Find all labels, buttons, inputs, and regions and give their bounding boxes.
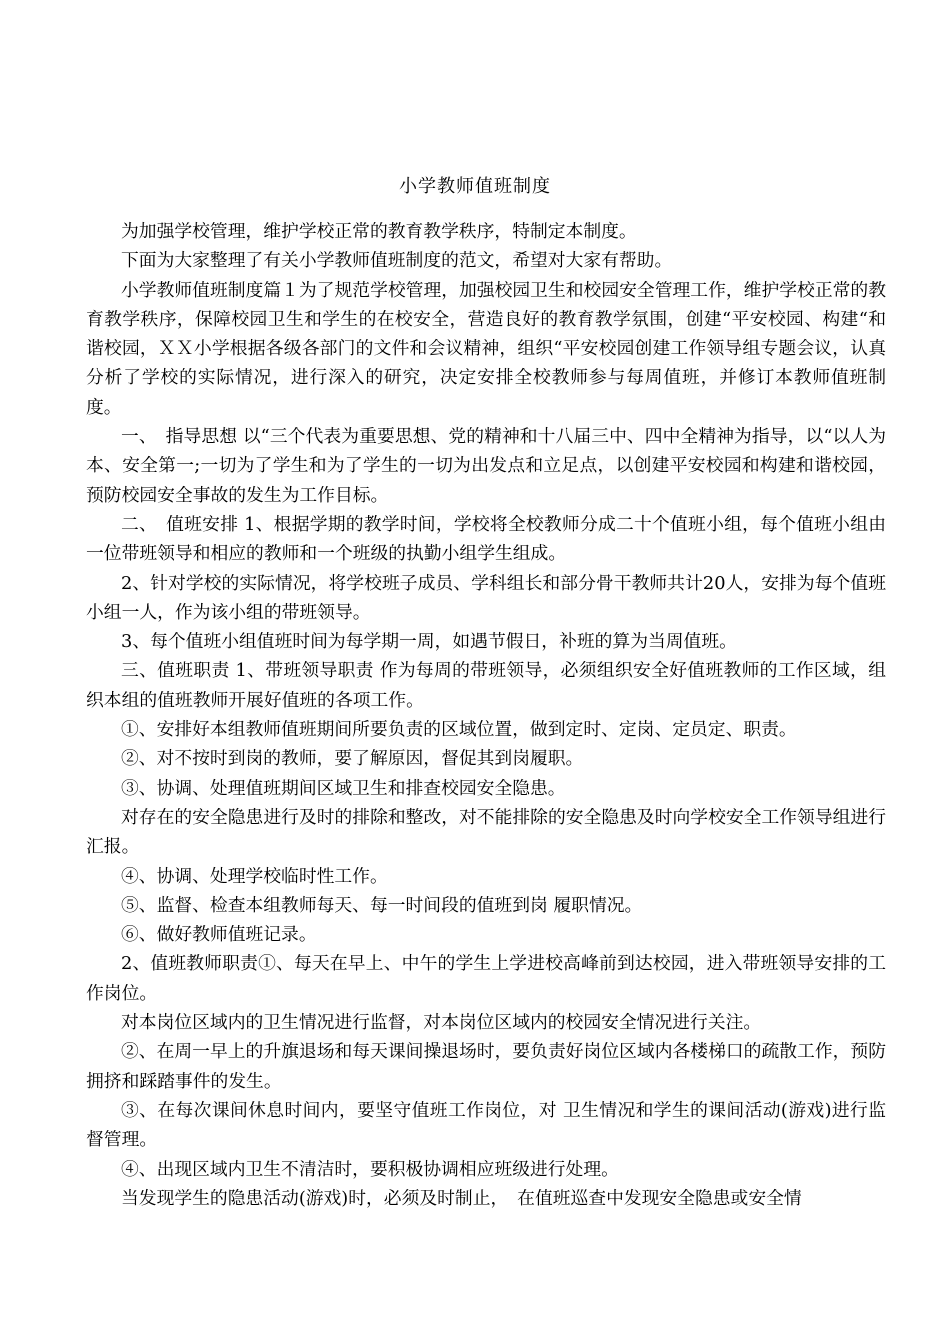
- paragraph: ④、出现区域内卫生不清洁时，要积极协调相应班级进行处理。: [121, 1158, 619, 1180]
- paragraph: ②、在周一早上的升旗退场和每天课间操退场时，要负责好岗位区域内各楼梯口的疏散工作，预防拥挤和踩踏事件的发生。: [86, 1041, 886, 1092]
- paragraph: 2、针对学校的实际情况，将学校班子成员、学科组长和部分骨干教师共计20人，安排为每个值班小组一人，作为该小组的带班领导。: [86, 572, 886, 623]
- paragraph: 为加强学校管理，维护学校正常的教育教学秩序，特制定本制度。: [121, 221, 637, 242]
- paragraph: ③、在每次课间休息时间内，要坚守值班工作岗位，对 卫生情况和学生的课间活动(游戏)进行监督管理。: [86, 1099, 886, 1151]
- paragraph: ②、对不按时到岗的教师，要了解原因，督促其到岗履职。: [121, 748, 584, 770]
- paragraph: 对本岗位区域内的卫生情况进行监督，对本岗位区域内的校园安全情况进行关注。: [121, 1012, 762, 1034]
- document-body: [86, 217, 886, 1213]
- paragraph: 下面为大家整理了有关小学教师值班制度的范文，希望对大家有帮助。: [121, 250, 673, 272]
- paragraph: 二、 值班安排 1、根据学期的教学时间，学校将全校教师分成二十个值班小组，每个值班小组由一位带班领导和相应的教师和一个班级的执勤小组学生组成。: [86, 513, 886, 565]
- paragraph: ③、协调、处理值班期间区域卫生和排查校园安全隐患。: [121, 777, 566, 799]
- document-title: 小学教师值班制度: [399, 176, 551, 197]
- paragraph: 对存在的安全隐患进行及时的排除和整改，对不能排除的安全隐患及时向学校安全工作领导组进行汇报。: [86, 806, 886, 858]
- paragraph: 小学教师值班制度篇１为了规范学校管理，加强校园卫生和校园安全管理工作，维护学校正常的教育教学秩序，保障校园卫生和学生的在校安全，营造良好的教育教学氛围，创建“平安校园、构建“和谐校园，ＸＸ小学根据各级各部门的文件和会议精神，组织“平安校园创建工作领导组专题会议，认真分析了学校的实际情况，进行深入的研究，决定安排全校教师参与每周值班，并修订本教师值班制度。: [86, 279, 886, 418]
- paragraph: 三、值班职责 1、带班领导职责 作为每周的带班领导，必须组织安全好值班教师的工作区域，组织本组的值班教师开展好值班的各项工作。: [86, 660, 886, 711]
- paragraph: ⑥、做好教师值班记录。: [121, 924, 317, 946]
- paragraph: ⑤、监督、检查本组教师每天、每一时间段的值班到岗 履职情况。: [121, 894, 643, 916]
- paragraph: 一、 指导思想 以“三个代表为重要思想、党的精神和十八届三中、四中全精神为指导，以“以人为本、安全第一;一切为了学生和为了学生的一切为出发点和立足点，以创建平安校园和构建和谐校园，预防校园安全事故的发生为工作目标。: [86, 426, 886, 506]
- paragraph: 当发现学生的隐患活动(游戏)时，必须及时制止， 在值班巡查中发现安全隐患或安全情: [121, 1187, 802, 1209]
- paragraph: 3、每个值班小组值班时间为每学期一周，如遇节假日，补班的算为当周值班。: [121, 631, 737, 653]
- paragraph: ④、协调、处理学校临时性工作。: [121, 865, 388, 887]
- paragraph: ①、安排好本组教师值班期间所要负责的区域位置，做到定时、定岗、定员定、职责。: [121, 719, 797, 741]
- paragraph: 2、值班教师职责①、每天在早上、中午的学生上学进校高峰前到达校园，进入带班领导安排的工作岗位。: [86, 953, 886, 1004]
